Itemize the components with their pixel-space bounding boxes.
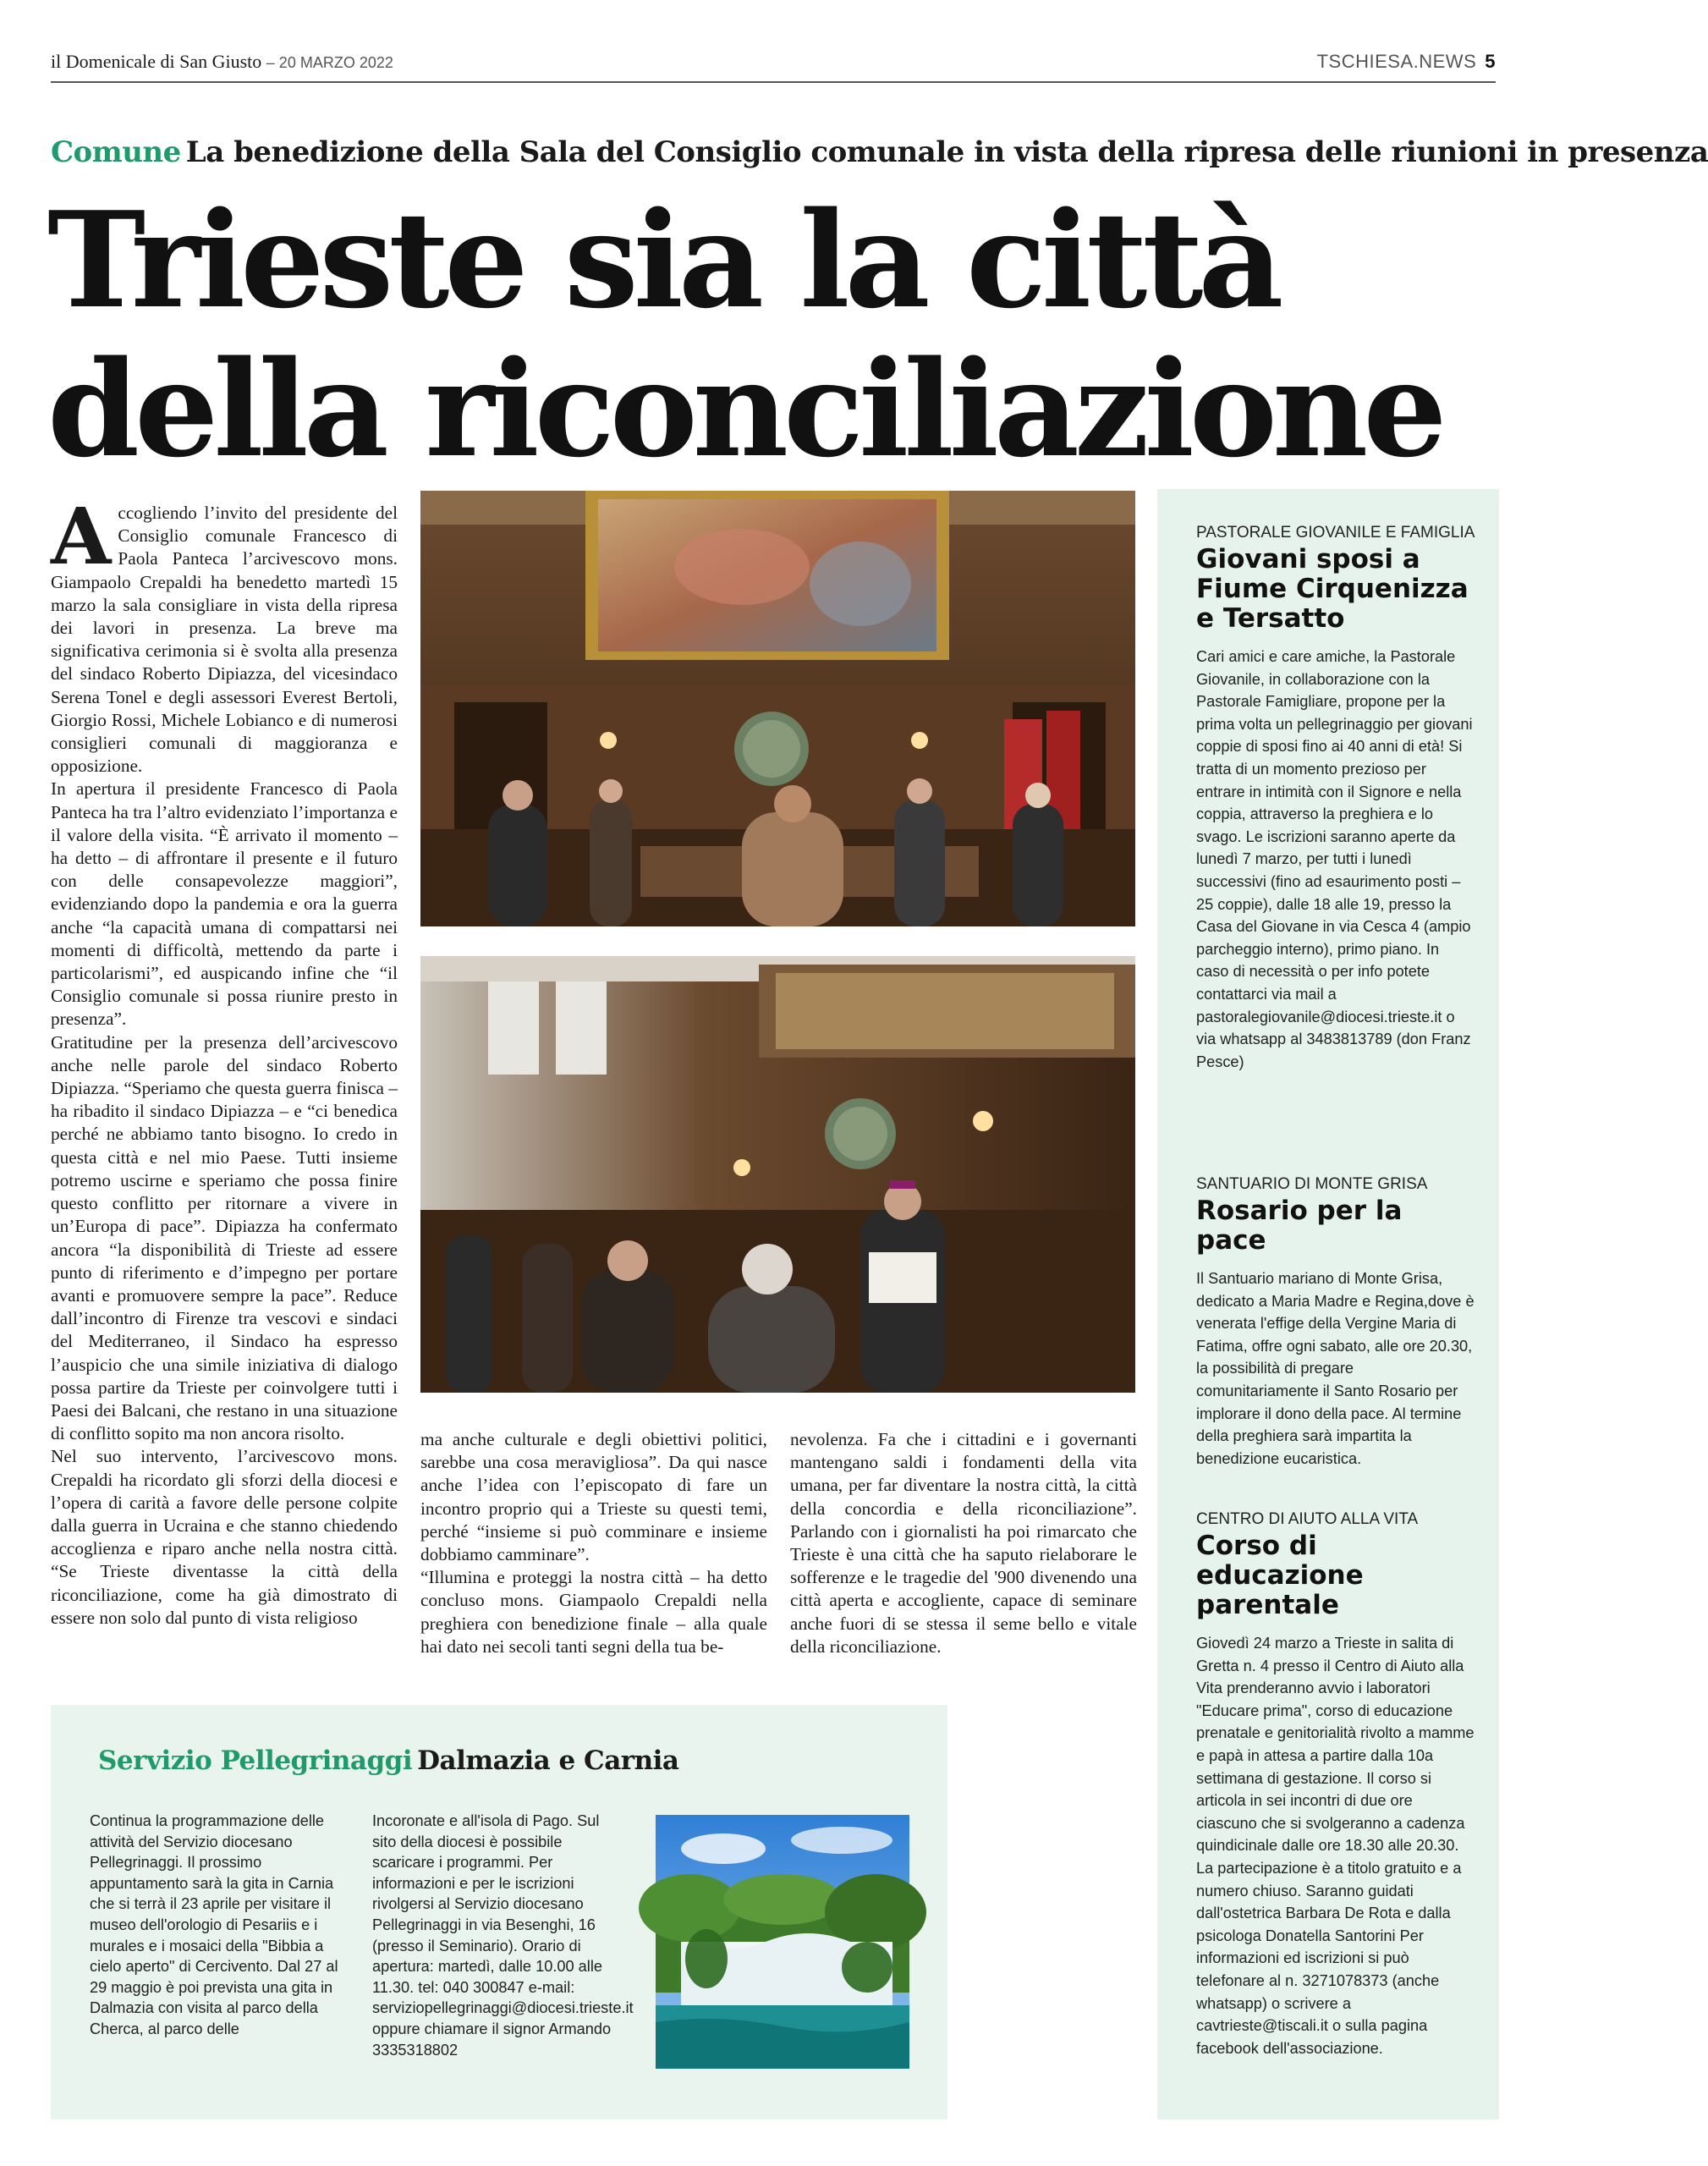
section-body: Il Santuario mariano di Monte Grisa, dedicato a Maria Madre e Regina,dove è venerata l'effige della Vergine Maria di Fatima, offre ogni sabato, alle ore 20.30, la possibilità di pregare comunitariamente il Santo Rosario per implorare il dono della pace. Al termine della preghiera sarà impartita la benedizione eucaristica. [1196, 1270, 1475, 1467]
pellegrinaggi-category: Servizio Pellegrinaggi [98, 1745, 413, 1776]
article-category: Comune [51, 135, 181, 169]
headline-line-2: della riconciliazione [47, 332, 1442, 487]
article-paragraph: nevolenza. Fa che i cittadini e i governanti mantengano saldi i fondamenti della vita umana, per far diventare la nostra città, la città della concordia e della riconciliazione”. Parlando con i giornalisti ha poi rimarcato che Trieste è una città che ha saputo rielaborare le sofferenze e le tragedie del '900 divenendo una città aperta e accogliente, capace di seminare anche fuori di se stessa il seme bello e vitale della riconciliazione. [790, 1429, 1137, 1657]
section-title: Corso di educazione parentale [1196, 1531, 1364, 1620]
article-column-3 [790, 1428, 1137, 1678]
drop-cap: A [51, 491, 112, 582]
section-body: Giovedì 24 marzo a Trieste in salita di Gretta n. 4 presso il Centro di Aiuto alla Vita prenderanno avvio i laboratori "Educare prima", corso di educazione prenatale e genitorialità rivolto a mamme e papà in attesa a partire dalla 10a settimana di gestazione. Il corso si articola in sei incontri di due ore ciascuno che si svolgeranno a cadenza quindicinale dalle ore 18.30 alle 20.30. La partecipazione è a titolo gratuito e a numero chiuso. Saranno guidati dall'ostetrica Barbara De Rota e dalla psicologa Donatella Santorini Per informazioni ed iscrizioni si può telefonare al n. 3271078373 (anche whatsapp) o scrivere a cavtrieste@tiscali.it o sulla pagina facebook dell'associazione. [1196, 1635, 1475, 2057]
pellegrinaggi-title: Dalmazia e Carnia [417, 1745, 679, 1776]
article-paragraph: “Illumina e proteggi la nostra città – ha detto concluso mons. Giampaolo Crepaldi nella preghiera con benedizione finale – alla quale hai dato nei secoli tanti segni della tua be- [420, 1567, 767, 1657]
article-paragraph: Gratitudine per la presenza dell’arcivescovo anche nelle parole del sindaco Roberto Dipiazza. “Speriamo che questa guerra finisca – ha ribadito il sindaco Dipiazza – e “ci benedica perché ne abbiamo tanto bisogno. Io credo in questa città e nel mio Paese. Tutti insieme potremo uscirne e speriamo che possa finire questo conflitto per ritornare a vivere in un’Europa di pace”. Dipiazza ha confermato ancora “la disponibilità di Trieste ad essere punto di riferimento e d’impegno per portare avanti e promuovere sempre la pace”. Reduce dall’incontro di Firenze tra vescovi e sindaci del Mediterraneo, il Sindaco ha espresso l’auspicio che una simile iniziativa di dialogo possa partire da Trieste per coinvolgere tutti i Paesi dei Balcani, che restano in una situazione di conflitto sopito ma non ancora risolto. [51, 1031, 398, 1444]
site-name: TSCHIESA.NEWS [1316, 51, 1477, 72]
pellegrinaggi-column-2: Incoronate e all'isola di Pago. Sul sito della diocesi è possibile scaricare i programmi. Per informazioni e per le iscrizioni rivolgersi al Servizio diocesano Pellegrinaggi in via Besenghi, 16 (presso il Seminario). Orario di apertura: martedì, dalle 10.00 alle 11.30. tel: 040 300847 e-mail: serviziopellegrinaggi@diocesi.trieste.it oppure chiamare il signor Armando 3335318802 [372, 1812, 634, 2059]
article-paragraph: In apertura il presidente Francesco di Paola Panteca ha tra l’altro evidenziato l’importanza e il valore della visita. “È arrivato il momento – ha detto – di affrontare il presente e il futuro con delle consapevolezze maggiori”, evidenziando dopo la pandemia e ora la guerra anche “la capacità umana di compattarsi nei momenti di difficoltà, mettendo da parte i particolarismi”, ed auspicando infine che “il Consiglio comunale si possa riunire presto in presenza”. [51, 778, 398, 1030]
section-kicker: CENTRO DI AIUTO ALLA VITA [1196, 1510, 1419, 1528]
section-title: Giovani sposi a Fiume Cirquenizza e Tersatto [1196, 544, 1469, 634]
publication-info [51, 51, 393, 73]
photo-archbishop-benediction [420, 956, 1135, 1393]
article-column-1 [51, 491, 398, 1678]
pellegrinaggi-box [51, 1705, 947, 2119]
sidebar-section-giovani-sposi [1196, 523, 1475, 1073]
section-kicker: SANTUARIO DI MONTE GRISA [1196, 1175, 1428, 1193]
section-kicker: PASTORALE GIOVANILE E FAMIGLIA [1196, 524, 1475, 542]
headline-line-1: Trieste sia la città [47, 183, 1279, 338]
section-body: Cari amici e care amiche, la Pastorale Giovanile, in collaborazione con la Pastorale Famigliare, propone per la prima volta un pellegrinaggio per giovani coppie di sposi fino ai 40 anni di età! Si tratta di un momento prezioso per entrare in intimità con il Signore e nella coppia, attraverso la preghiera e lo svago. Le iscrizioni saranno aperte da lunedì 7 marzo, per tutti i lunedì successivi (fino ad esaurimento posti – 25 coppie), dalle 18 alle 19, presso la Casa del Giovane in via Cesca 4 (ampio parcheggio interno), primo piano. In caso di necessità o per info potete contattarci via mail a pastoralegiovanile@diocesi.trieste.it o via whatsapp al 3483813789 (don Franz Pesce) [1196, 648, 1473, 1070]
photo-waterfall [656, 1815, 909, 2069]
section-title: Rosario per la pace [1196, 1196, 1403, 1256]
article-kicker [51, 135, 1708, 169]
article-paragraph: ma anche culturale e degli obiettivi politici, sarebbe una cosa meravigliosa”. Da qui nasce anche l’idea con l’episcopato di fare un incontro proprio qui a Trieste su questi temi, perché “insieme si può comminare e insieme dobbiamo camminare”. [420, 1429, 767, 1565]
sidebar-section-corso [1196, 1509, 1475, 2059]
article-headline [47, 183, 1502, 487]
photo-council-hall-ceremony [420, 491, 1135, 926]
article-paragraph [51, 491, 398, 778]
paragraph-text: ccogliendo l’invito del presidente del Consiglio comunale Francesco di Paola Panteca l’arcivescovo mons. Giampaolo Crepaldi ha benedetto martedì 15 marzo la sala consigliare in vista della ripresa dei lavori in presenza. La breve ma significativa cerimonia si è svolta alla presenza del sindaco Roberto Dipiazza, del vicesindaco Serena Tonel e degli assessori Everest Bertoli, Giorgio Rossi, Michele Lobianco e di numerosi consiglieri comunali di maggioranza e opposizione. [51, 503, 398, 777]
kicker-text: La benedizione della Sala del Consiglio comunale in vista della ripresa delle riunioni in presenza [185, 135, 1708, 169]
publication-name: il Domenicale di San Giusto [51, 51, 262, 72]
news-sidebar [1157, 489, 1499, 2119]
pellegrinaggi-column-1: Continua la programmazione delle attività del Servizio diocesano Pellegrinaggi. Il prossimo appuntamento sarà la gita in Carnia che si terrà il 23 aprile per visitare il museo dell'orologio di Pesariis e i murales e i mosaici della "Bibbia a cielo aperto" di Cercivento. Dal 27 al 29 maggio è poi prevista una gita in Dalmazia con visita al parco della Cherca, al parco delle [90, 1812, 338, 2037]
sidebar-section-rosario [1196, 1174, 1475, 1470]
article-paragraph: Nel suo intervento, l’arcivescovo mons. Crepaldi ha ricordato gli sforzi della diocesi e l’opera di carità a favore delle persone colpite dalla guerra in Ucraina e che stanno chiedendo accoglienza e riparo anche nella nostra città. “Se Trieste diventasse la città della riconciliazione, come ha già dimostrato di essere non solo dal punto di vista religioso [51, 1446, 398, 1628]
pellegrinaggi-heading [98, 1745, 679, 1776]
article-column-2 [420, 1428, 767, 1678]
running-head [51, 47, 1496, 83]
page-number: 5 [1485, 51, 1496, 72]
issue-date: – 20 MARZO 2022 [266, 54, 393, 71]
site-and-page [1317, 51, 1496, 73]
